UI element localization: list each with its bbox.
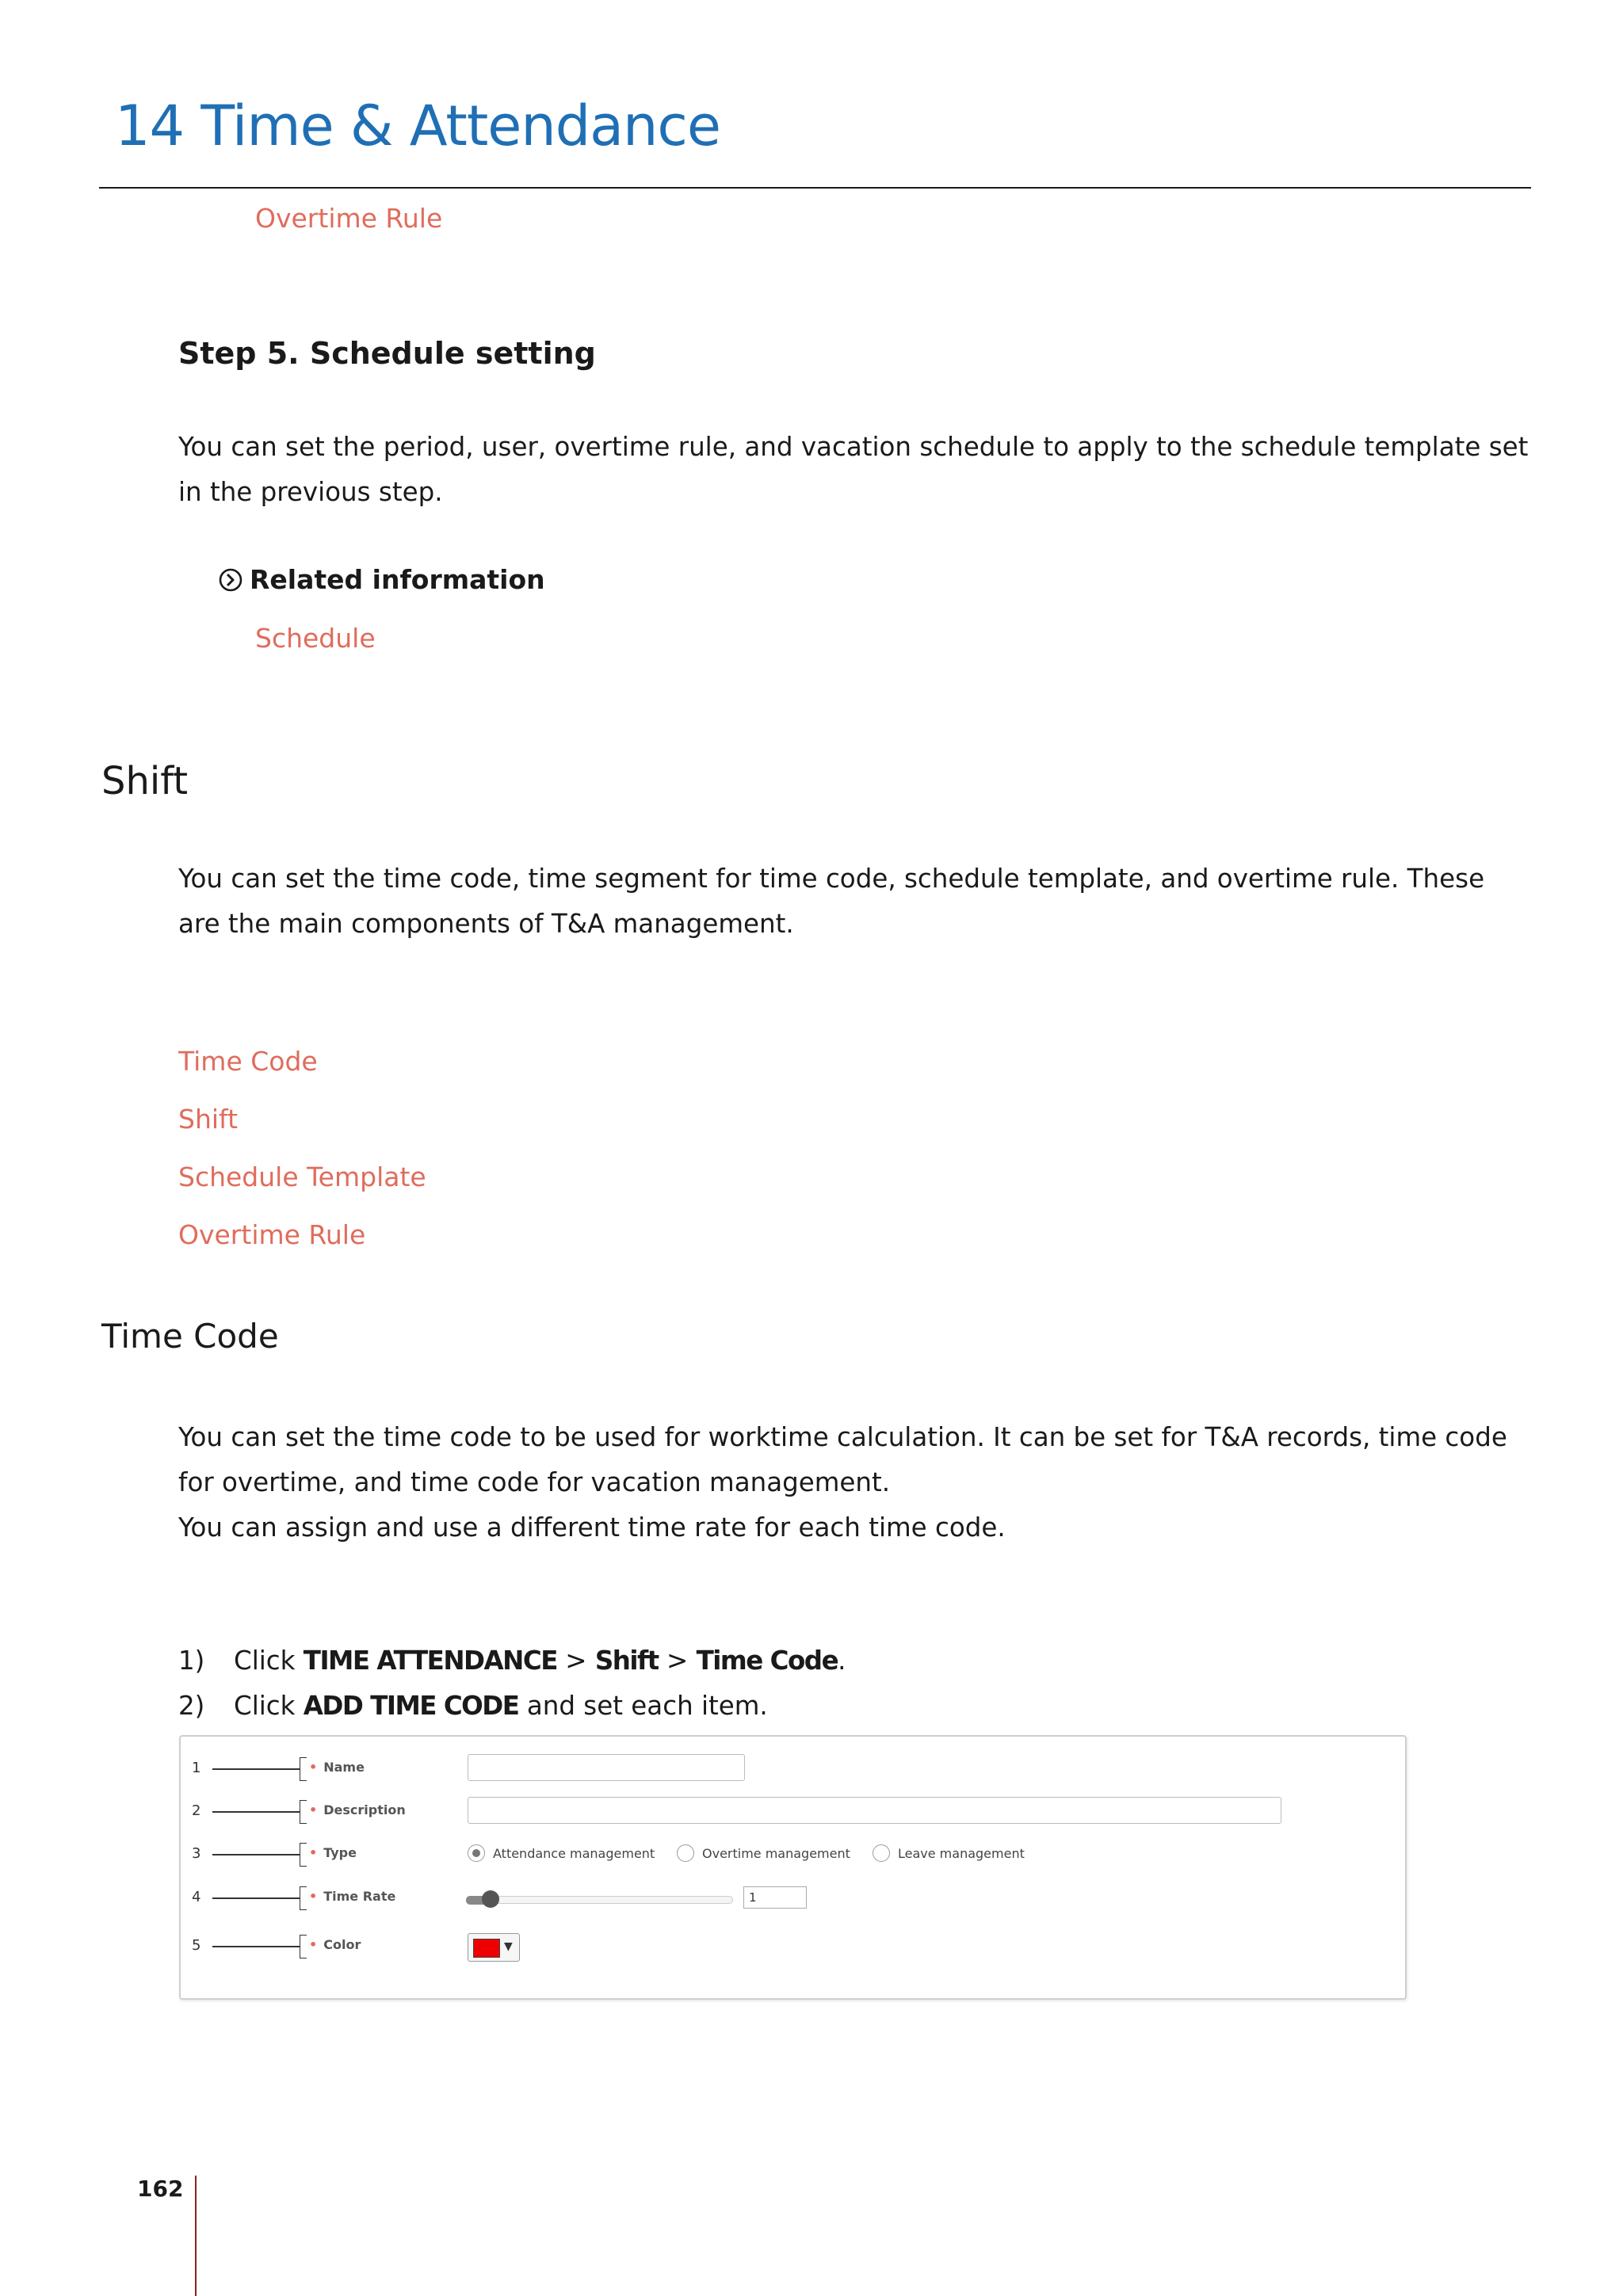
time-code-link[interactable]: Time Code (178, 1046, 318, 1077)
color-swatch (473, 1939, 500, 1958)
shift-body-line2: are the main components of T&A management. (178, 909, 794, 939)
time-code-heading: Time Code (101, 1317, 279, 1356)
radio-leave-management[interactable] (873, 1844, 1025, 1862)
related-information-label: Related information (250, 564, 545, 595)
callout-bracket (300, 1843, 307, 1867)
time-rate-input[interactable]: 1 (743, 1886, 807, 1909)
chapter-title: 14 Time & Attendance (115, 93, 720, 158)
callout-line (212, 1854, 300, 1855)
shift-heading: Shift (101, 759, 189, 803)
form-row-type (181, 1840, 1405, 1871)
radio-overtime-management[interactable] (677, 1844, 850, 1862)
chevron-circle-icon (218, 567, 243, 593)
callout-bracket (300, 1886, 307, 1910)
callout-number: 1 (192, 1760, 201, 1776)
header-divider (99, 187, 1531, 189)
form-row-time-rate (181, 1883, 1405, 1915)
required-marker: • (309, 1845, 318, 1860)
name-label-text: Name (323, 1760, 365, 1775)
color-label-text: Color (323, 1937, 361, 1952)
callout-number: 5 (192, 1937, 201, 1954)
color-picker[interactable] (468, 1933, 520, 1962)
radio-label: Overtime management (702, 1845, 850, 1861)
step5-body-line2: in the previous step. (178, 477, 443, 507)
step-number: 2) (178, 1691, 205, 1721)
callout-bracket (300, 1935, 307, 1958)
radio-label: Attendance management (493, 1845, 655, 1861)
schedule-template-link[interactable]: Schedule Template (178, 1161, 426, 1192)
shift-body-line1: You can set the time code, time segment for time code, schedule template, and overtime rule. These (178, 864, 1485, 894)
callout-line (212, 1768, 300, 1770)
step-text: . (838, 1646, 846, 1676)
radio-attendance-management[interactable] (468, 1844, 655, 1862)
callout-number: 2 (192, 1802, 201, 1819)
type-label-text: Type (323, 1845, 357, 1860)
overtime-rule-link[interactable]: Overtime Rule (178, 1219, 366, 1250)
required-marker: • (309, 1802, 318, 1817)
overtime-rule-link-top[interactable]: Overtime Rule (255, 203, 443, 234)
description-label (309, 1802, 406, 1817)
step-text: Click (234, 1691, 304, 1721)
color-label (309, 1937, 361, 1952)
name-input[interactable] (468, 1754, 745, 1781)
callout-line (212, 1897, 300, 1899)
step-separator: > (556, 1646, 595, 1676)
type-label (309, 1845, 357, 1860)
radio-button[interactable] (873, 1844, 890, 1862)
form-row-name (181, 1754, 1405, 1786)
callout-bracket (300, 1757, 307, 1781)
callout-number: 3 (192, 1845, 201, 1862)
required-marker: • (309, 1760, 318, 1775)
callout-line (212, 1946, 300, 1947)
radio-button[interactable] (468, 1844, 485, 1862)
page-number: 162 (137, 2176, 184, 2202)
radio-button[interactable] (677, 1844, 694, 1862)
description-input[interactable] (468, 1797, 1281, 1824)
time-code-body-line2: for overtime, and time code for vacation management. (178, 1467, 891, 1497)
form-row-description (181, 1797, 1405, 1829)
related-information (218, 564, 545, 595)
form-row-color (181, 1932, 1405, 1963)
menu-time-code: Time Code (696, 1646, 838, 1676)
description-label-text: Description (323, 1802, 406, 1817)
required-marker: • (309, 1889, 318, 1904)
step-number: 1) (178, 1646, 205, 1676)
step-item-2 (178, 1691, 768, 1721)
time-rate-slider-track[interactable] (466, 1896, 733, 1904)
step-separator: > (658, 1646, 697, 1676)
radio-label: Leave management (898, 1845, 1025, 1861)
schedule-link[interactable]: Schedule (255, 623, 376, 654)
time-code-body-line3: You can assign and use a different time rate for each time code. (178, 1512, 1006, 1543)
step-text: Click (234, 1646, 304, 1676)
step5-title: Step 5. Schedule setting (178, 336, 596, 371)
step-item-1 (178, 1646, 846, 1676)
shift-link[interactable]: Shift (178, 1104, 239, 1135)
menu-shift: Shift (594, 1646, 659, 1676)
time-rate-label-text: Time Rate (323, 1889, 396, 1904)
footer-divider (195, 2176, 197, 2296)
menu-time-attendance: TIME ATTENDANCE (303, 1646, 557, 1676)
time-rate-label (309, 1889, 395, 1904)
callout-line (212, 1811, 300, 1813)
time-rate-slider-handle[interactable] (482, 1890, 499, 1908)
step-text: and set each item. (518, 1691, 768, 1721)
time-code-form (179, 1735, 1407, 2000)
step5-body-line1: You can set the period, user, overtime rule, and vacation schedule to apply to the schedule template set (178, 432, 1529, 462)
name-label (309, 1760, 365, 1775)
callout-bracket (300, 1800, 307, 1824)
dropdown-arrow-icon[interactable]: ▼ (504, 1940, 513, 1953)
callout-number: 4 (192, 1889, 201, 1905)
time-code-body-line1: You can set the time code to be used for worktime calculation. It can be set for T&A records, time code (178, 1422, 1507, 1452)
add-time-code-label: ADD TIME CODE (303, 1691, 519, 1721)
required-marker: • (309, 1937, 318, 1952)
